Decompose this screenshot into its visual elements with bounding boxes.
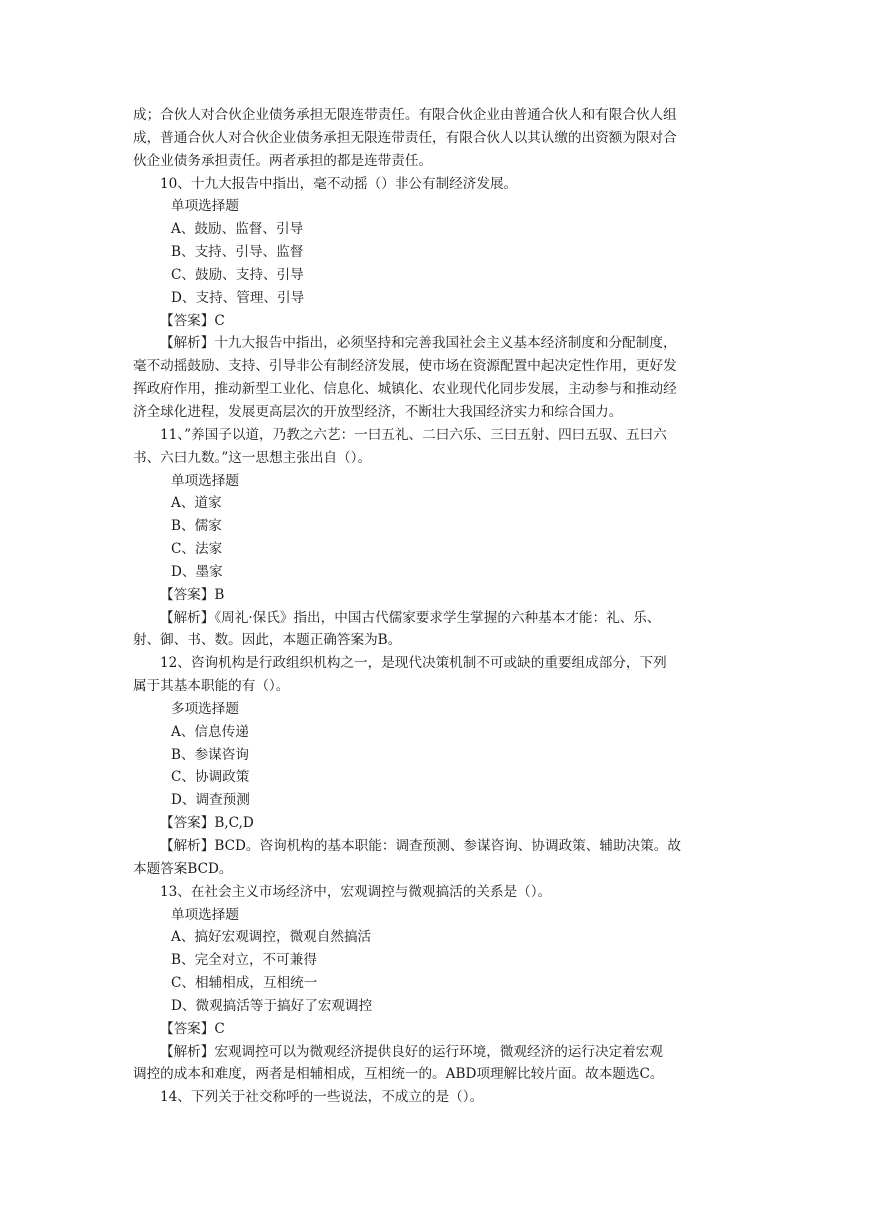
option-a: A、鼓励、监督、引导 [171, 221, 304, 238]
option-d: D、墨家 [171, 563, 223, 580]
question-stem: 12、咨询机构是行政组织机构之一，是现代决策机制不可或缺的重要组成部分，下列 [160, 655, 667, 672]
question-10 [133, 173, 739, 424]
option-d: D、支持、管理、引导 [171, 289, 305, 306]
option-c: C、相辅相成，互相统一 [171, 975, 318, 992]
option-d: D、微观搞活等于搞好了宏观调控 [171, 997, 373, 1014]
option-c: C、协调政策 [171, 769, 250, 786]
option-b: B、完全对立，不可兼得 [171, 952, 317, 969]
document-page [133, 104, 739, 1109]
analysis-line: 毫不动摇鼓励、支持、引导非公有制经济发展，使市场在资源配置中起决定性作用，更好发 [133, 358, 677, 375]
answer: 【答案】B [160, 586, 225, 603]
analysis-line: 【解析】BCD。咨询机构的基本职能：调查预测、参谋咨询、协调政策、辅助决策。故 [160, 838, 681, 854]
question-type: 单项选择题 [171, 906, 239, 923]
analysis-line: 济全球化进程，发展更高层次的开放型经济，不断壮大我国经济实力和综合国力。 [133, 403, 623, 420]
question-stem: 10、十九大报告中指出，毫不动摇（）非公有制经济发展。 [160, 175, 518, 192]
answer: 【答案】B,C,D [160, 815, 254, 832]
analysis-line: 【解析】十九大报告中指出，必须坚持和完善我国社会主义基本经济制度和分配制度， [160, 335, 677, 352]
question-11 [133, 424, 739, 652]
option-a: A、信息传递 [171, 723, 249, 740]
analysis-line: 射、御、书、数。因此，本题正确答案为B。 [133, 632, 402, 649]
option-b: B、参谋咨询 [171, 746, 249, 763]
question-type: 单项选择题 [171, 472, 239, 489]
question-13 [133, 881, 739, 1087]
analysis-line: 【解析】《周礼·保氏》指出，中国古代儒家要求学生掌握的六种基本才能：礼、乐、 [160, 609, 661, 626]
question-stem: 11、”养国子以道，乃教之六艺：一曰五礼、二曰六乐、三曰五射、四曰五驭、五曰六 [160, 426, 667, 443]
intro-line: 成，普通合伙人对合伙企业债务承担无限连带责任，有限合伙人以其认缴的出资额为限对合 [133, 129, 677, 146]
option-b: B、儒家 [171, 518, 222, 535]
option-c: C、法家 [171, 541, 223, 558]
analysis-line: 本题答案BCD。 [133, 860, 233, 877]
answer: 【答案】C [160, 1020, 225, 1037]
analysis-line: 调控的成本和难度，两者是相辅相成，互相统一的。ABD项理解比较片面。故本题选C。 [133, 1066, 664, 1083]
intro-line: 成；合伙人对合伙企业债务承担无限连带责任。有限合伙企业由普通合伙人和有限合伙人组 [133, 107, 677, 123]
analysis-line: 挥政府作用，推动新型工业化、信息化、城镇化、农业现代化同步发展，主动参与和推动经 [133, 381, 677, 398]
question-stem: 属于其基本职能的有（）。 [133, 678, 290, 695]
question-type: 单项选择题 [171, 198, 239, 215]
option-d: D、调查预测 [171, 792, 250, 809]
intro-line: 伙企业债务承担责任。两者承担的都是连带责任。 [133, 152, 433, 169]
option-c: C、鼓励、支持、引导 [171, 266, 304, 283]
question-stem: 13、在社会主义市场经济中，宏观调控与微观搞活的关系是（）。 [160, 883, 552, 900]
question-type: 多项选择题 [171, 700, 239, 717]
analysis-line: 【解析】宏观调控可以为微观经济提供良好的运行环境，微观经济的运行决定着宏观 [160, 1043, 663, 1060]
option-a: A、搞好宏观调控，微观自然搞活 [171, 929, 372, 946]
answer: 【答案】C [160, 312, 225, 329]
question-14 [133, 1086, 739, 1109]
option-a: A、道家 [171, 495, 222, 512]
question-12 [133, 652, 739, 880]
question-stem: 书、六曰九数。”这一思想主张出自（）。 [133, 449, 372, 466]
option-b: B、支持、引导、监督 [171, 244, 304, 261]
question-stem: 14、下列关于社交称呼的一些说法，不成立的是（）。 [160, 1089, 484, 1106]
